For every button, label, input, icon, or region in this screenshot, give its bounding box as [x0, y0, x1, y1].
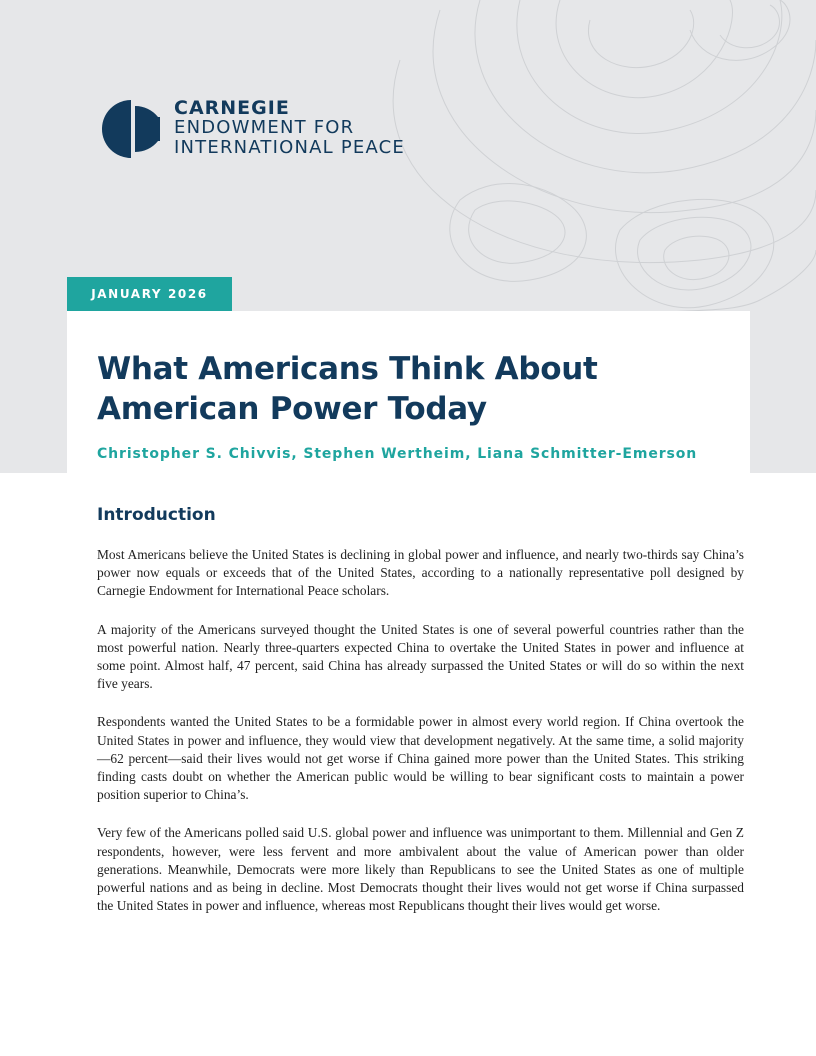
publication-date-badge: JANUARY 2026 — [67, 277, 232, 311]
title-card — [67, 311, 750, 473]
paragraph: Respondents wanted the United States to be a formidable power in almost every world region. If China overtook the United States in power and influence, they would view that development negatively. At the same time, a solid majority—62 percent—said their lives would not get worse if China gained more power than the United States. This striking finding casts doubt on whether the American public would be willing to bear significant costs to maintain a power position superior to China’s. — [97, 714, 744, 803]
paragraph: Most Americans believe the United States is declining in global power and influence, and nearly two-thirds say China’s power now equals or exceeds that of the United States, according to a nationally representative poll designed by Carnegie Endowment for International Peace scholars. — [97, 547, 744, 599]
paragraph: A majority of the Americans surveyed thought the United States is one of several powerful countries rather than the most powerful nation. Nearly three-quarters expected China to overtake the United States in power and influence at some point. Almost half, 47 percent, said China has already surpassed the United States or will do so within the next five years. — [97, 621, 744, 692]
title-line-2: American Power Today — [97, 391, 487, 427]
org-name-line1: CARNEGIE — [174, 97, 290, 119]
org-name — [174, 98, 405, 158]
section-heading-introduction: Introduction — [97, 505, 216, 525]
carnegie-logo-icon — [100, 98, 162, 160]
title-line-1: What Americans Think About — [97, 351, 598, 387]
document-title — [97, 349, 717, 429]
org-name-line2: ENDOWMENT FOR — [174, 117, 355, 138]
paragraph: Very few of the Americans polled said U.S. global power and influence was unimportant to them. Millennial and Gen Z respondents, however, were less fervent and more ambivalent about the value of American power than older generations. Meanwhile, Democrats were more likely than Republicans to see the United States as one of multiple powerful nations and as being in decline. Most Democrats thought their lives would not get worse if China surpassed the United States in power and influence, whereas most Republicans thought their lives would get worse. — [97, 825, 744, 914]
carnegie-logo[interactable] — [100, 98, 440, 160]
introduction-body — [97, 546, 744, 935]
org-name-line3: INTERNATIONAL PEACE — [174, 137, 405, 158]
authors: Christopher S. Chivvis, Stephen Wertheim, Liana Schmitter-Emerson — [97, 446, 698, 462]
